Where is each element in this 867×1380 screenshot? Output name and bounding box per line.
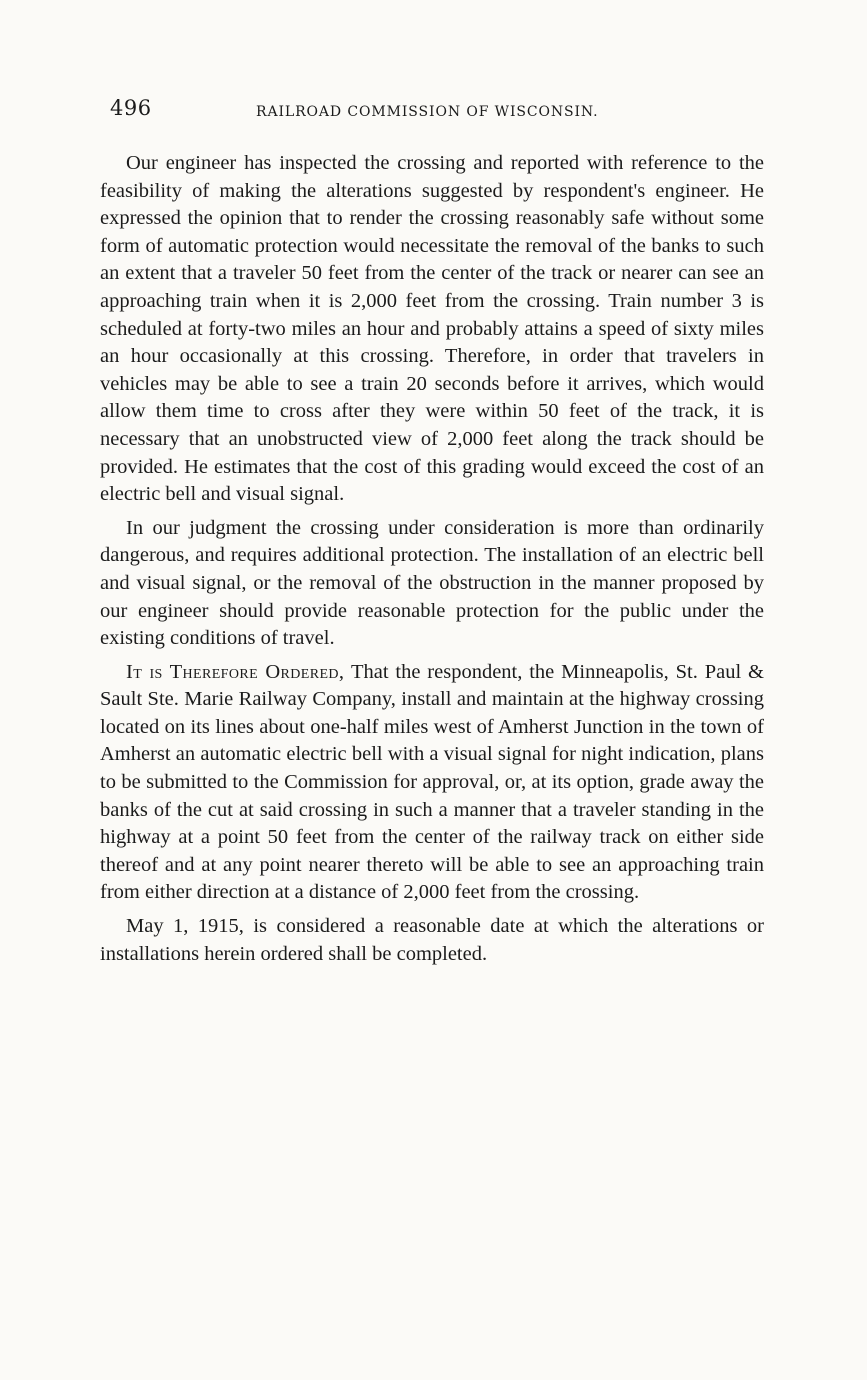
order-lead-phrase: It is Therefore Ordered,	[126, 660, 345, 683]
paragraph-judgment: In our judgment the crossing under consideration is more than ordinarily dangerous, and requires additional protection. The installation of an electric bell and visual signal, or the removal of the obstruction in the manner proposed by our engineer should provide reasonable protection for the public under the existing conditions of travel.	[100, 516, 764, 650]
paragraph-engineer-report: Our engineer has inspected the crossing and reported with reference to the feasibility of making the alterations suggested by respondent's engineer. He expressed the opinion that to render the crossing reasonably safe without some form of automatic protection would necessitate the removal of the banks to such an extent that a traveler 50 feet from the center of the track or nearer can see an approaching train when it is 2,000 feet from the crossing. Train number 3 is scheduled at forty-two miles an hour and probably attains a speed of sixty miles an hour occasionally at this crossing. Therefore, in order that travelers in vehicles may be able to see a train 20 seconds before it arrives, which would allow them time to cross after they were within 50 feet of the track, it is necessary that an unobstructed view of 2,000 feet along the track should be provided. He estimates that the cost of this grading would exceed the cost of an electric bell and visual signal.	[100, 152, 764, 506]
running-header	[110, 96, 770, 126]
page-number: 496	[110, 96, 152, 120]
order-text: That the respondent, the Minneapolis, St. Paul & Sault Ste. Marie Railway Company, install and maintain at the highway crossing located on its lines about one-half miles west of Amherst Junction in the town of Amherst an automatic electric bell with a visual signal for night indication, plans to be submitted to the Commission for approval, or, at its option, grade away the banks of the cut at said crossing in such a manner that a traveler standing in the highway at a point 50 feet from the center of the railway track on either side thereof and at any point nearer thereto will be able to see an approaching train from either direction at a distance of 2,000 feet from the crossing.	[100, 660, 764, 904]
paragraph-order	[100, 659, 764, 907]
paragraph-completion-date: May 1, 1915, is considered a reasonable date at which the alterations or installations herein ordered shall be completed.	[100, 915, 764, 965]
body-text	[100, 150, 764, 974]
running-title: RAILROAD COMMISSION OF WISCONSIN.	[256, 104, 599, 120]
